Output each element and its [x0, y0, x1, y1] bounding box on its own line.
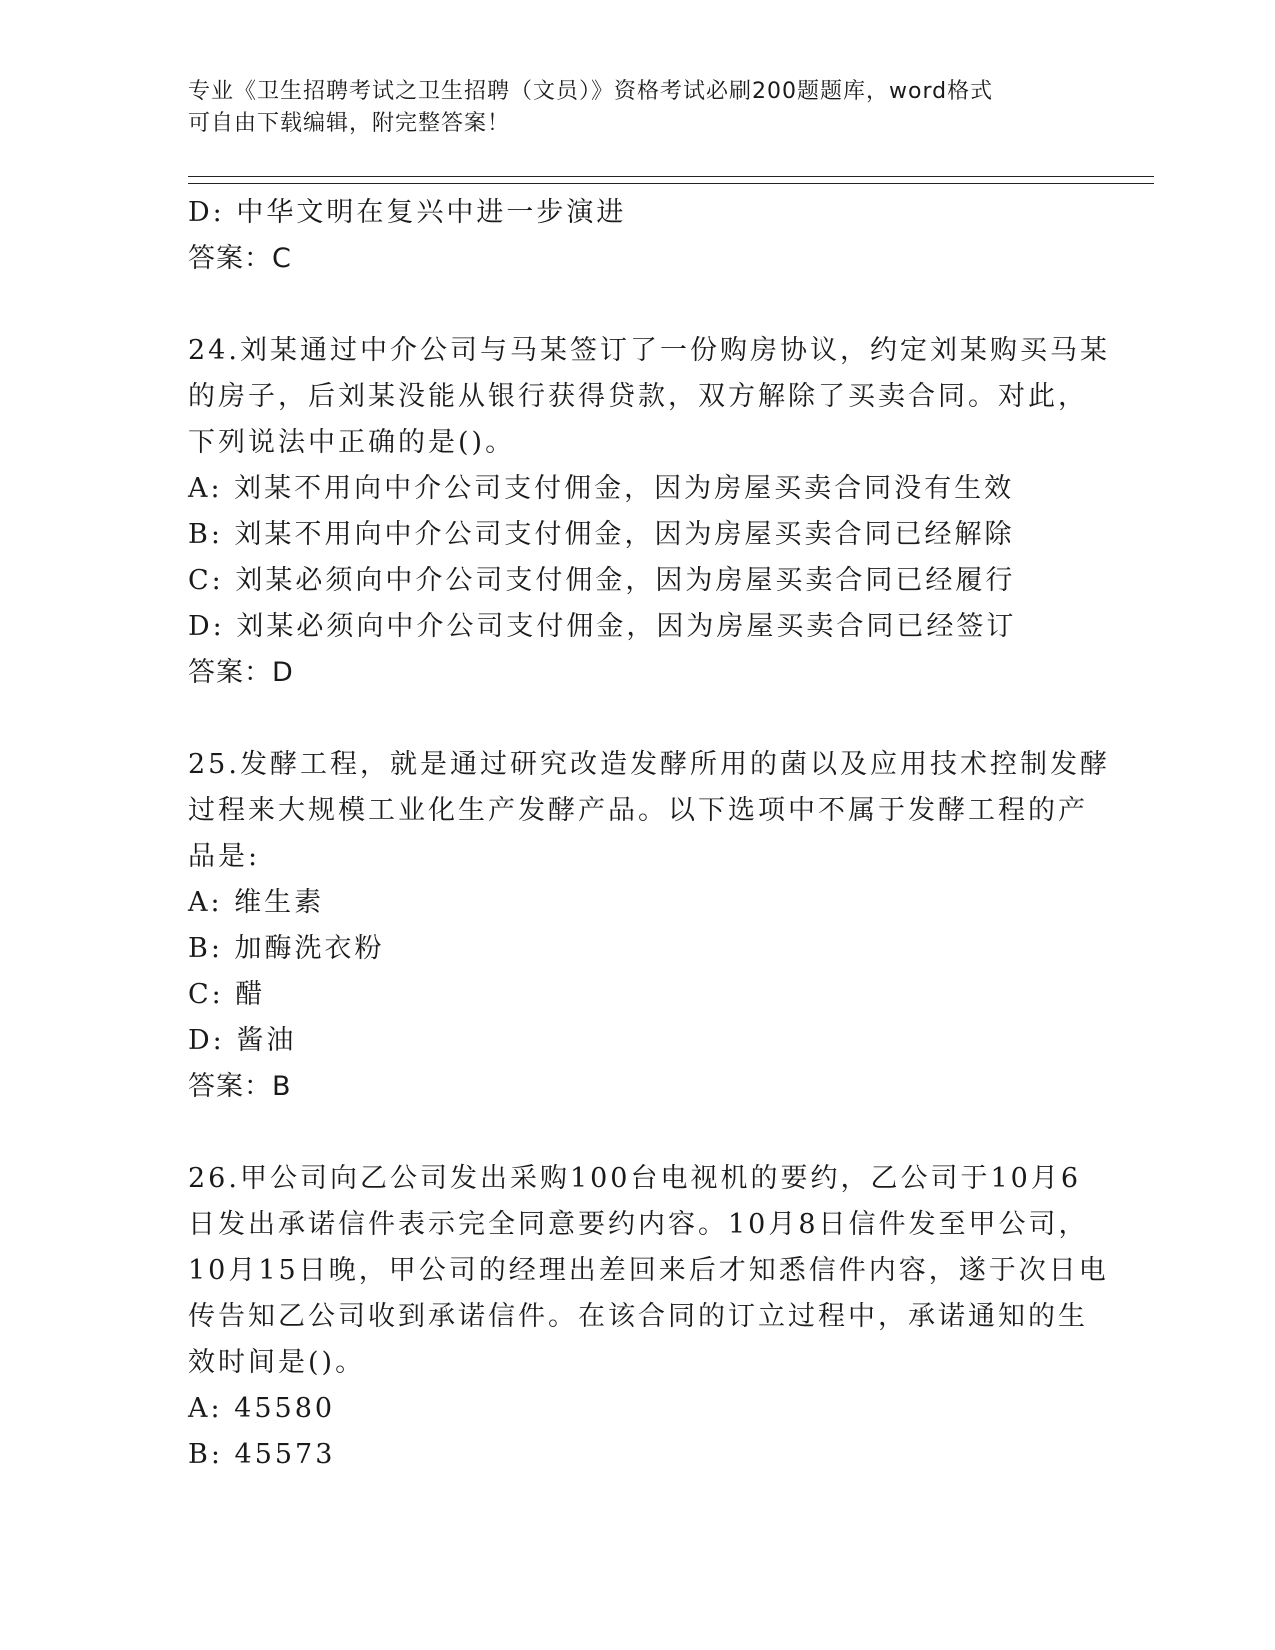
spacer	[188, 1110, 1088, 1156]
question-25-text-line-1: 25.发酵工程，就是通过研究改造发酵所用的菌以及应用技术控制发酵	[188, 749, 1110, 780]
header-title-line-1: 专业《卫生招聘考试之卫生招聘（文员）》资格考试必刷200题题库，word格式	[188, 79, 994, 104]
question-26	[188, 1156, 1109, 1478]
question-25-text-line-2: 过程来大规模工业化生产发酵产品。以下选项中不属于发酵工程的产	[188, 795, 1088, 826]
prev-option-d: D: 中华文明在复兴中进一步演进	[188, 197, 627, 228]
question-24-text-line-1: 24.刘某通过中介公司与马某签订了一份购房协议，约定刘某购买马某	[188, 335, 1110, 366]
question-24	[188, 328, 1110, 696]
question-25-option-d: D: 酱油	[188, 1025, 297, 1056]
question-25-option-b: B: 加酶洗衣粉	[188, 933, 385, 964]
question-26-text-line-4: 传告知乙公司收到承诺信件。在该合同的订立过程中，承诺通知的生	[188, 1301, 1088, 1332]
question-24-text-line-2: 的房子，后刘某没能从银行获得贷款，双方解除了买卖合同。对此，	[188, 381, 1088, 412]
question-26-option-b: B: 45573	[188, 1439, 336, 1470]
prev-answer: 答案：C	[188, 243, 292, 274]
question-24-option-a: A: 刘某不用向中介公司支付佣金，因为房屋买卖合同没有生效	[188, 473, 1015, 504]
header-title-line-2: 可自由下载编辑，附完整答案！	[188, 111, 511, 136]
spacer	[188, 696, 1088, 742]
question-24-option-b: B: 刘某不用向中介公司支付佣金，因为房屋买卖合同已经解除	[188, 519, 1015, 550]
question-25-option-c: C: 醋	[188, 979, 266, 1010]
header-rule-bottom	[188, 183, 1154, 184]
question-26-text-line-2: 日发出承诺信件表示完全同意要约内容。10月8日信件发至甲公司，	[188, 1209, 1089, 1240]
question-26-text-line-3: 10月15日晚，甲公司的经理出差回来后才知悉信件内容，遂于次日电	[188, 1255, 1109, 1286]
document-body	[188, 190, 1110, 1478]
header-rule-top	[188, 176, 1154, 177]
question-25-text-line-3: 品是:	[188, 841, 261, 872]
question-24-option-c: C: 刘某必须向中介公司支付佣金，因为房屋买卖合同已经履行	[188, 565, 1016, 596]
question-25	[188, 742, 1110, 1110]
page-header	[188, 76, 1088, 140]
spacer	[188, 282, 1088, 328]
question-26-text-line-5: 效时间是()。	[188, 1347, 366, 1378]
question-24-text-line-3: 下列说法中正确的是()。	[188, 427, 516, 458]
question-25-answer: 答案：B	[188, 1071, 292, 1102]
question-25-option-a: A: 维生素	[188, 887, 325, 918]
question-26-text-line-1: 26.甲公司向乙公司发出采购100台电视机的要约，乙公司于10月6	[188, 1163, 1082, 1194]
question-26-option-a: A: 45580	[188, 1393, 336, 1424]
question-24-option-d: D: 刘某必须向中介公司支付佣金，因为房屋买卖合同已经签订	[188, 611, 1017, 642]
question-24-answer: 答案：D	[188, 657, 294, 688]
